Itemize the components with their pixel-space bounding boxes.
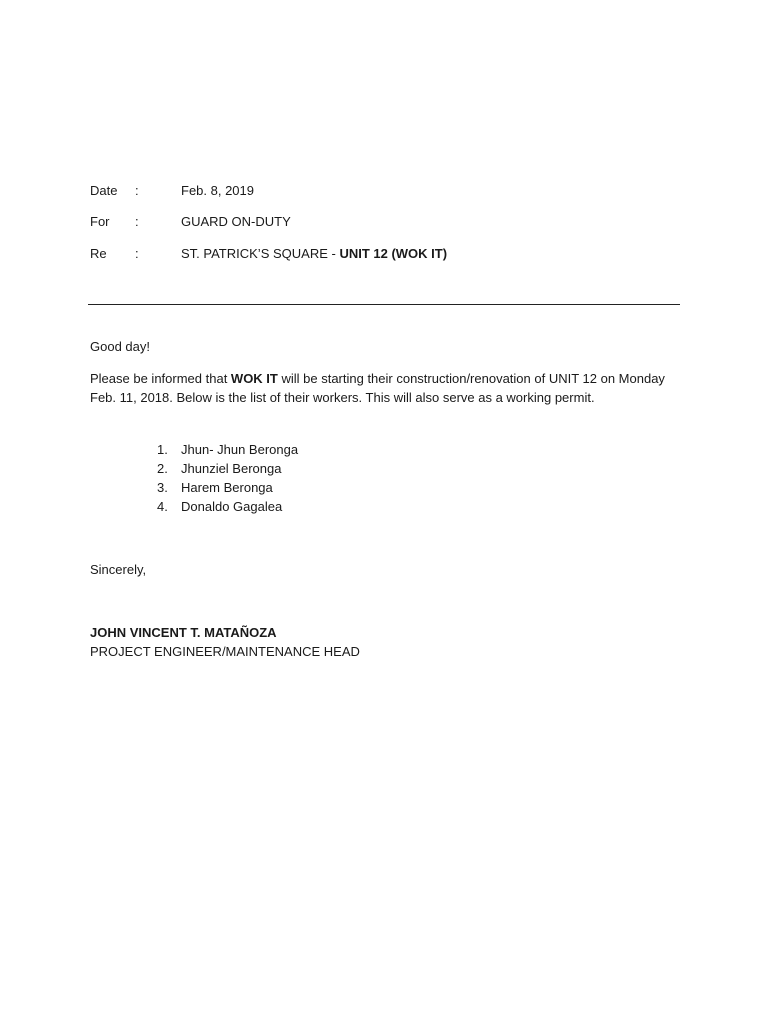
list-item-number: 2. [157, 461, 168, 476]
list-item-name: Harem Beronga [181, 480, 273, 495]
body-paragraph [90, 370, 670, 407]
header-divider [88, 304, 680, 305]
re-value-bold: UNIT 12 (WOK IT) [339, 246, 448, 261]
date-value: Feb. 8, 2019 [181, 183, 254, 198]
list-item [157, 478, 298, 497]
list-item [157, 497, 298, 516]
list-item-number: 1. [157, 442, 168, 457]
closing: Sincerely, [90, 562, 147, 577]
signatory-name: JOHN VINCENT T. MATAÑOZA [90, 625, 277, 640]
list-item-name: Jhunziel Beronga [181, 461, 282, 476]
for-value: GUARD ON-DUTY [181, 214, 291, 229]
re-value [181, 245, 447, 263]
for-label: For [90, 214, 110, 229]
list-item-name: Jhun- Jhun Beronga [181, 442, 299, 457]
list-item-number: 3. [157, 480, 168, 495]
re-label: Re [90, 246, 107, 261]
signatory-title: PROJECT ENGINEER/MAINTENANCE HEAD [90, 644, 360, 659]
re-colon: : [135, 246, 139, 261]
body-paragraph-bold: WOK IT [230, 371, 278, 386]
date-label: Date [90, 183, 118, 198]
list-item-number: 4. [157, 499, 168, 514]
date-colon: : [135, 183, 139, 198]
list-item-name: Donaldo Gagalea [181, 499, 283, 514]
greeting: Good day! [90, 339, 150, 354]
list-item [157, 459, 298, 478]
re-value-prefix: ST. PATRICK’S SQUARE - [181, 246, 340, 261]
workers-list [157, 440, 298, 516]
body-paragraph-part1: Please be informed that [90, 371, 231, 386]
for-colon: : [135, 214, 139, 229]
list-item [157, 440, 298, 459]
body-paragraph-part2: will be starting their construction/renovation of UNIT 12 on Monday Feb. 11, 2018. Below is the list of their workers. This will also serve as a working permit. [90, 371, 665, 405]
